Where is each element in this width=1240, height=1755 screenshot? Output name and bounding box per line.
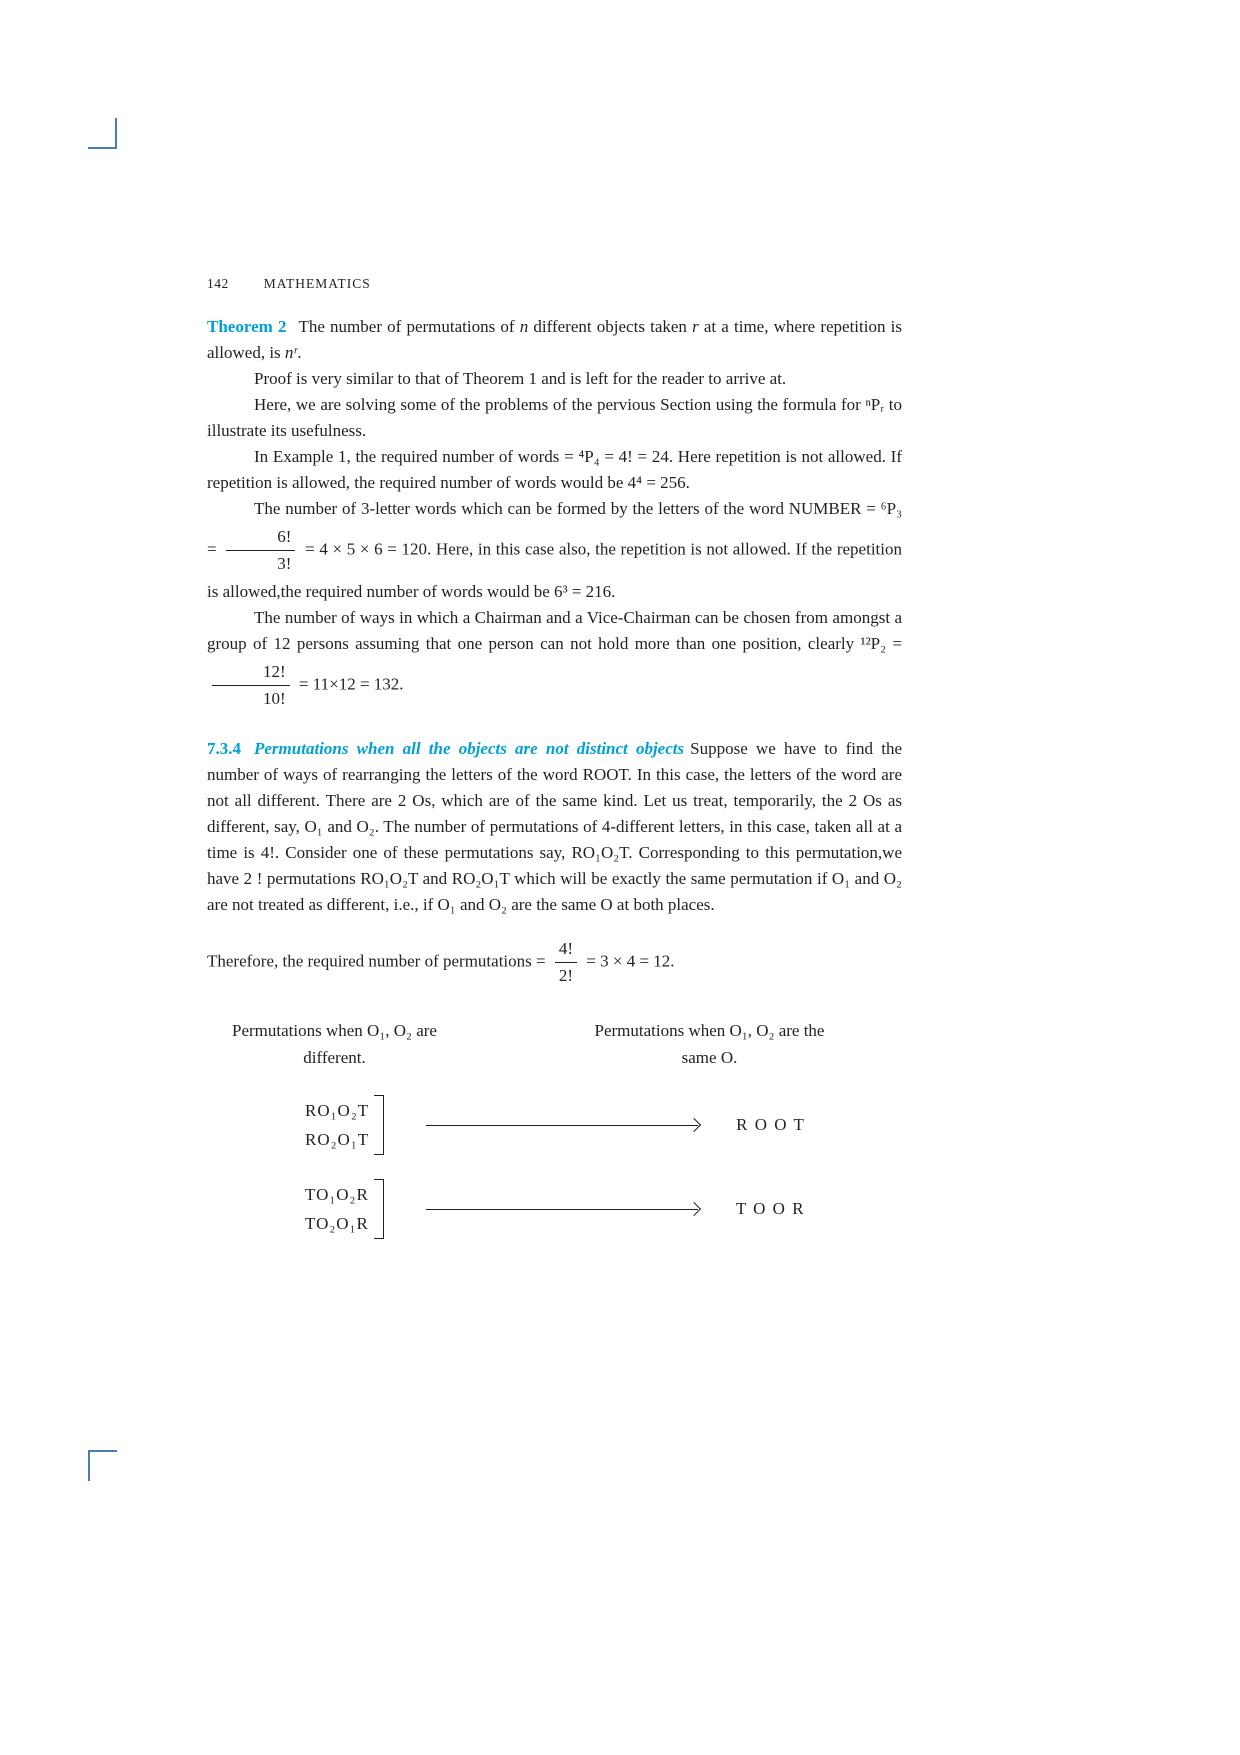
crop-mark-top-left <box>88 118 117 149</box>
permutation-group-toor <box>305 1179 902 1239</box>
permutation-group-root <box>305 1095 902 1155</box>
permutation-item: TO₁O₂R <box>305 1185 369 1204</box>
fraction-numerator: 4! <box>555 938 577 963</box>
chairman-paragraph <box>207 605 902 714</box>
permutation-item: TO₂O₁R <box>305 1214 369 1233</box>
paragraph-text: = 4 × 5 × 6 = 120. Here, in this case also, the repetition is not allowed. If the repetition is allowed,the required number of words would be 6³ = 216. <box>207 539 902 601</box>
theorem-2-paragraph <box>207 314 902 366</box>
paragraph-text: = 11×12 = 132. <box>294 674 404 694</box>
arrow-right-icon <box>426 1209 698 1210</box>
permutation-item: RO₂O₁T <box>305 1130 370 1149</box>
paragraph-text: Therefore, the required number of permutations = <box>207 951 550 971</box>
variable-r: r <box>692 317 699 336</box>
theorem-text: different objects taken <box>528 317 693 336</box>
right-bracket-icon <box>374 1095 384 1155</box>
theorem-text: . <box>297 343 302 362</box>
fraction-6-over-3 <box>226 526 295 575</box>
left-column-heading: Permutations when O₁, O₂ are different. <box>232 1021 437 1067</box>
paragraph-text: The number of 3-letter words which can be formed by the letters of the word NUMBER = ⁶P₃ = <box>207 499 902 559</box>
content-column <box>207 276 902 1239</box>
paragraph-text: The number of ways in which a Chairman and a Vice-Chairman can be chosen from amongst a group of 12 persons assuming that one person can not hold more than one position, clearly ¹²P₂ = <box>207 608 902 653</box>
fraction-12-over-10 <box>212 661 290 710</box>
number-word-paragraph <box>207 496 902 605</box>
permutation-result: T O O R <box>735 1199 806 1218</box>
here-paragraph: Here, we are solving some of the problems of the pervious Section using the formula for ⁿPᵣ to illustrate its usefulness. <box>207 395 902 440</box>
fraction-denominator: 2! <box>558 966 574 985</box>
diagram-column-headings <box>207 1017 902 1071</box>
right-bracket-icon <box>374 1179 384 1239</box>
page-number: 142 <box>207 276 229 291</box>
crop-mark-bottom-left <box>88 1450 117 1481</box>
variable-n-power-r: nʳ <box>284 343 298 362</box>
running-header <box>207 276 902 292</box>
section-title: Permutations when all the objects are not distinct objects <box>254 739 685 758</box>
fraction-4-over-2 <box>555 938 577 987</box>
fraction-denominator: 10! <box>263 689 286 708</box>
section-number: 7.3.4 <box>207 739 241 758</box>
fraction-denominator: 3! <box>277 554 292 573</box>
fraction-numerator: 12! <box>212 661 290 686</box>
section-body-text: Suppose we have to find the number of ways of rearranging the letters of the word ROOT. In this case, the letters of the word are not all different. There are 2 Os, which are of the same kind. Let us treat, temporarily, the 2 Os as different, say, O₁ and O₂. The number of permutations of 4-different letters, in this case, taken all at a time is 4!. Consider one of these permutations say, RO₁O₂T. Corresponding to this permutation,we have 2 ! permutations RO₁O₂T and RO₂O₁T which will be exactly the same permutation if O₁ and O₂ are not treated as different, i.e., if O₁ and O₂ are the same O at both places. <box>207 739 902 914</box>
paragraph-text: = 3 × 4 = 12. <box>582 951 675 971</box>
theorem-text: The number of permutations of <box>298 317 520 336</box>
therefore-paragraph <box>207 934 902 991</box>
header-title: MATHEMATICS <box>263 276 371 291</box>
variable-n: n <box>519 317 529 336</box>
fraction-numerator: 6! <box>226 526 295 551</box>
proof-paragraph: Proof is very similar to that of Theorem 1 and is left for the reader to arrive at. <box>254 369 787 388</box>
permutation-result: R O O T <box>736 1115 806 1134</box>
right-column-heading: Permutations when O₁, O₂ are the same O. <box>594 1021 825 1067</box>
permutation-stack <box>305 1180 369 1238</box>
permutation-item: RO₁O₂T <box>305 1101 370 1120</box>
example1-paragraph: In Example 1, the required number of words = ⁴P₄ = 4! = 24. Here repetition is not allowed. If repetition is allowed, the required number of words would be 4⁴ = 256. <box>207 447 902 492</box>
permutation-stack <box>305 1096 369 1154</box>
theorem-2-label: Theorem 2 <box>207 317 287 336</box>
theorem-text: at a time, where repetition is allowed, is <box>207 317 902 362</box>
section-7-3-4-paragraph <box>207 736 902 918</box>
arrow-right-icon <box>426 1125 698 1126</box>
